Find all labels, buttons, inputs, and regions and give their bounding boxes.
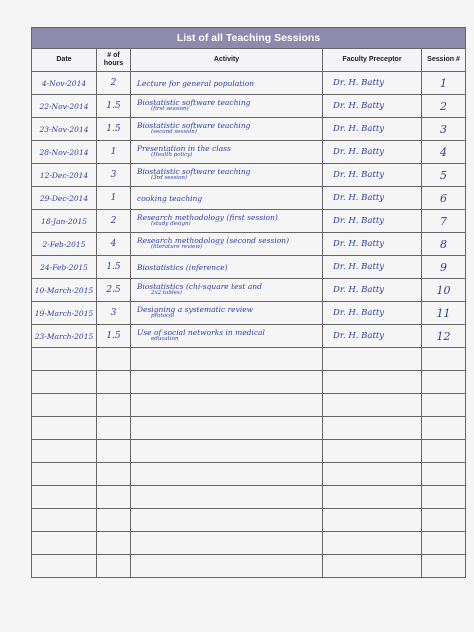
empty-session-cell (422, 509, 466, 532)
hours-cell: 1.5 (97, 95, 131, 118)
hours-cell: 2 (97, 72, 131, 95)
hours-cell: 2.5 (97, 279, 131, 302)
hours-cell: 2 (97, 210, 131, 233)
session-cell: 9 (422, 256, 466, 279)
hours-cell: 1 (97, 187, 131, 210)
hours-cell: 3 (97, 164, 131, 187)
column-header-session: Session # (422, 49, 466, 72)
activity-note: protocol (151, 313, 175, 319)
empty-preceptor-cell (323, 532, 422, 555)
activity-text: Designing a systematic review (137, 305, 254, 314)
activity-note: (3rd session) (151, 175, 188, 181)
hours-cell: 1.5 (97, 118, 131, 141)
empty-row (32, 555, 466, 578)
empty-row (32, 463, 466, 486)
empty-preceptor-cell (323, 371, 422, 394)
empty-row (32, 394, 466, 417)
table-row (32, 118, 466, 141)
activity-cell (131, 141, 323, 164)
empty-activity-cell (131, 486, 323, 509)
date-cell: 19-March-2015 (32, 302, 97, 325)
empty-session-cell (422, 394, 466, 417)
table-row (32, 210, 466, 233)
preceptor-cell: Dr. H. Batty (323, 325, 422, 348)
table-row (32, 95, 466, 118)
table-row (32, 302, 466, 325)
empty-date-cell (32, 394, 97, 417)
activity-cell (131, 118, 323, 141)
empty-preceptor-cell (323, 348, 422, 371)
activity-cell (131, 95, 323, 118)
empty-session-cell (422, 486, 466, 509)
preceptor-cell: Dr. H. Batty (323, 210, 422, 233)
column-header-hours: # of hours (97, 49, 131, 72)
column-header-date: Date (32, 49, 97, 72)
empty-activity-cell (131, 463, 323, 486)
empty-date-cell (32, 532, 97, 555)
activity-cell (131, 72, 323, 95)
preceptor-cell: Dr. H. Batty (323, 164, 422, 187)
date-cell: 2-Feb-2015 (32, 233, 97, 256)
empty-activity-cell (131, 394, 323, 417)
date-cell: 23-March-2015 (32, 325, 97, 348)
date-cell: 4-Nov-2014 (32, 72, 97, 95)
activity-text: Use of social networks in medical (137, 328, 265, 337)
table-row (32, 164, 466, 187)
activity-note: (Health policy) (151, 152, 193, 158)
empty-row (32, 509, 466, 532)
empty-row (32, 486, 466, 509)
empty-row (32, 532, 466, 555)
empty-session-cell (422, 348, 466, 371)
activity-note: (study design) (151, 221, 191, 227)
hours-cell: 3 (97, 302, 131, 325)
empty-row (32, 417, 466, 440)
table-row (32, 233, 466, 256)
session-cell: 4 (422, 141, 466, 164)
activity-text: Biostatistic software teaching (137, 167, 251, 176)
empty-hours-cell (97, 348, 131, 371)
empty-date-cell (32, 417, 97, 440)
table-row (32, 279, 466, 302)
empty-hours-cell (97, 555, 131, 578)
table-row (32, 141, 466, 164)
empty-preceptor-cell (323, 417, 422, 440)
activity-note: (literature review) (151, 244, 203, 250)
empty-preceptor-cell (323, 555, 422, 578)
activity-cell (131, 210, 323, 233)
activity-cell (131, 256, 323, 279)
activity-note: (first session) (151, 106, 189, 112)
preceptor-cell: Dr. H. Batty (323, 256, 422, 279)
empty-hours-cell (97, 394, 131, 417)
empty-row (32, 371, 466, 394)
preceptor-cell: Dr. H. Batty (323, 302, 422, 325)
empty-hours-cell (97, 417, 131, 440)
empty-session-cell (422, 532, 466, 555)
session-cell: 12 (422, 325, 466, 348)
date-cell: 23-Nov-2014 (32, 118, 97, 141)
column-header-preceptor: Faculty Preceptor (323, 49, 422, 72)
activity-text: Research methodology (first session) (137, 213, 278, 222)
empty-hours-cell (97, 486, 131, 509)
column-header-activity: Activity (131, 49, 323, 72)
empty-activity-cell (131, 440, 323, 463)
activity-text: Lecture for general population (137, 78, 255, 88)
preceptor-cell: Dr. H. Batty (323, 95, 422, 118)
session-cell: 3 (422, 118, 466, 141)
session-cell: 7 (422, 210, 466, 233)
empty-session-cell (422, 555, 466, 578)
session-cell: 10 (422, 279, 466, 302)
empty-hours-cell (97, 509, 131, 532)
preceptor-cell: Dr. H. Batty (323, 141, 422, 164)
activity-text: cooking teaching (137, 193, 203, 203)
empty-date-cell (32, 371, 97, 394)
activity-text: Research methodology (second session) (137, 236, 290, 245)
empty-session-cell (422, 463, 466, 486)
preceptor-cell: Dr. H. Batty (323, 72, 422, 95)
activity-text: Biostatistic software teaching (137, 121, 251, 130)
form-title: List of all Teaching Sessions (32, 28, 466, 49)
empty-activity-cell (131, 509, 323, 532)
activity-text: Biostatistics (inference) (137, 262, 228, 272)
session-cell: 1 (422, 72, 466, 95)
activity-text: Biostatistics (chi-square test and (137, 282, 262, 291)
preceptor-cell: Dr. H. Batty (323, 233, 422, 256)
date-cell: 24-Feb-2015 (32, 256, 97, 279)
empty-date-cell (32, 486, 97, 509)
empty-date-cell (32, 348, 97, 371)
session-cell: 8 (422, 233, 466, 256)
table-row (32, 256, 466, 279)
activity-cell (131, 233, 323, 256)
preceptor-cell: Dr. H. Batty (323, 279, 422, 302)
empty-hours-cell (97, 440, 131, 463)
empty-hours-cell (97, 371, 131, 394)
empty-hours-cell (97, 532, 131, 555)
empty-date-cell (32, 509, 97, 532)
table-row (32, 325, 466, 348)
activity-cell (131, 325, 323, 348)
preceptor-cell: Dr. H. Batty (323, 187, 422, 210)
empty-session-cell (422, 371, 466, 394)
teaching-sessions-table (31, 27, 466, 578)
table-row (32, 72, 466, 95)
hours-cell: 1 (97, 141, 131, 164)
empty-preceptor-cell (323, 394, 422, 417)
date-cell: 10-March-2015 (32, 279, 97, 302)
table-row (32, 187, 466, 210)
empty-activity-cell (131, 417, 323, 440)
empty-preceptor-cell (323, 463, 422, 486)
empty-row (32, 440, 466, 463)
activity-cell (131, 164, 323, 187)
empty-hours-cell (97, 463, 131, 486)
empty-date-cell (32, 463, 97, 486)
empty-preceptor-cell (323, 509, 422, 532)
hours-cell: 1.5 (97, 256, 131, 279)
empty-session-cell (422, 417, 466, 440)
activity-cell (131, 187, 323, 210)
activity-note: 2x2 tables) (151, 290, 182, 296)
session-cell: 11 (422, 302, 466, 325)
session-cell: 2 (422, 95, 466, 118)
session-cell: 5 (422, 164, 466, 187)
date-cell: 12-Dec-2014 (32, 164, 97, 187)
activity-text: Presentation in the class (137, 144, 231, 153)
preceptor-cell: Dr. H. Batty (323, 118, 422, 141)
table-body (32, 72, 466, 578)
empty-activity-cell (131, 348, 323, 371)
session-cell: 6 (422, 187, 466, 210)
empty-date-cell (32, 440, 97, 463)
empty-row (32, 348, 466, 371)
empty-activity-cell (131, 371, 323, 394)
activity-note: (second session) (151, 129, 197, 135)
activity-cell (131, 279, 323, 302)
hours-cell: 4 (97, 233, 131, 256)
empty-activity-cell (131, 532, 323, 555)
activity-note: education (151, 336, 179, 342)
empty-activity-cell (131, 555, 323, 578)
activity-cell (131, 302, 323, 325)
empty-preceptor-cell (323, 486, 422, 509)
date-cell: 29-Dec-2014 (32, 187, 97, 210)
activity-text: Biostatistic software teaching (137, 98, 251, 107)
date-cell: 18-Jan-2015 (32, 210, 97, 233)
date-cell: 28-Nov-2014 (32, 141, 97, 164)
hours-cell: 1.5 (97, 325, 131, 348)
date-cell: 22-Nov-2014 (32, 95, 97, 118)
empty-session-cell (422, 440, 466, 463)
empty-date-cell (32, 555, 97, 578)
empty-preceptor-cell (323, 440, 422, 463)
